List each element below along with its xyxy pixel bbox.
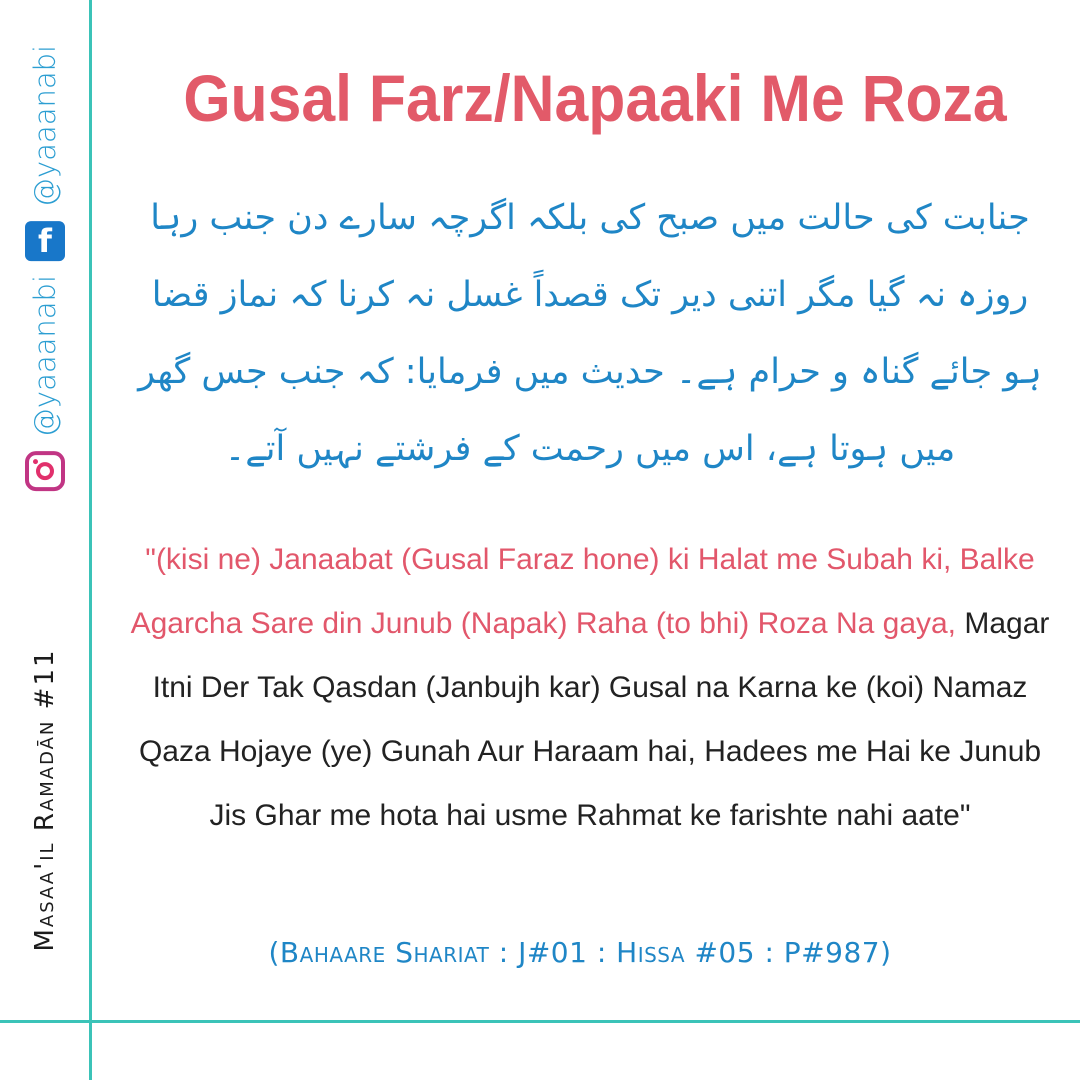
reference-citation: (Bahaare Shariat : J#01 : Hissa #05 : P#987) (268, 936, 892, 969)
sidebar (0, 0, 89, 1020)
facebook-icon: f (25, 221, 65, 261)
social-handles (25, 45, 65, 491)
vertical-divider-line (89, 0, 92, 1080)
instagram-handle: @yaaanabi (28, 275, 62, 438)
horizontal-divider-line (0, 1020, 1080, 1023)
roman-urdu-paragraph (120, 528, 1060, 848)
facebook-handle: @yaaanabi (28, 44, 62, 207)
page-title: Gusal Farz/Napaaki Me Roza (183, 61, 1007, 135)
series-label: Masaa'il Ramadān #11 (30, 648, 60, 952)
roman-plain-text: Magar Itni Der Tak Qasdan (Janbujh kar) Gusal na Karna ke (koi) Namaz Qaza Hojaye (ye) Gunah Aur Haraam hai, Hadees me Hai ke Junub Jis Ghar me hota hai usme Rahmat ke farishte nahi aate" (138, 607, 1050, 832)
roman-highlighted-text: "(kisi ne) Janaabat (Gusal Faraz hone) ki Halat me Subah ki, Balke Agarcha Sare din Junub (Napak) Raha (to bhi) Roza Na gaya, (130, 543, 1035, 640)
urdu-paragraph: جنابت کی حالت میں صبح کی بلکہ اگرچہ سارے دن جنب رہا روزہ نہ گیا مگر اتنی دیر تک قصداً غسل نہ کرنا کہ نماز قضا ہو جائے گناہ و حرام ہے۔ حدیث میں فرمایا: کہ جنب جس گھر میں ہوتا ہے، اس میں رحمت کے فرشتے نہیں آتے۔ (138, 198, 1042, 469)
instagram-icon (25, 451, 65, 491)
